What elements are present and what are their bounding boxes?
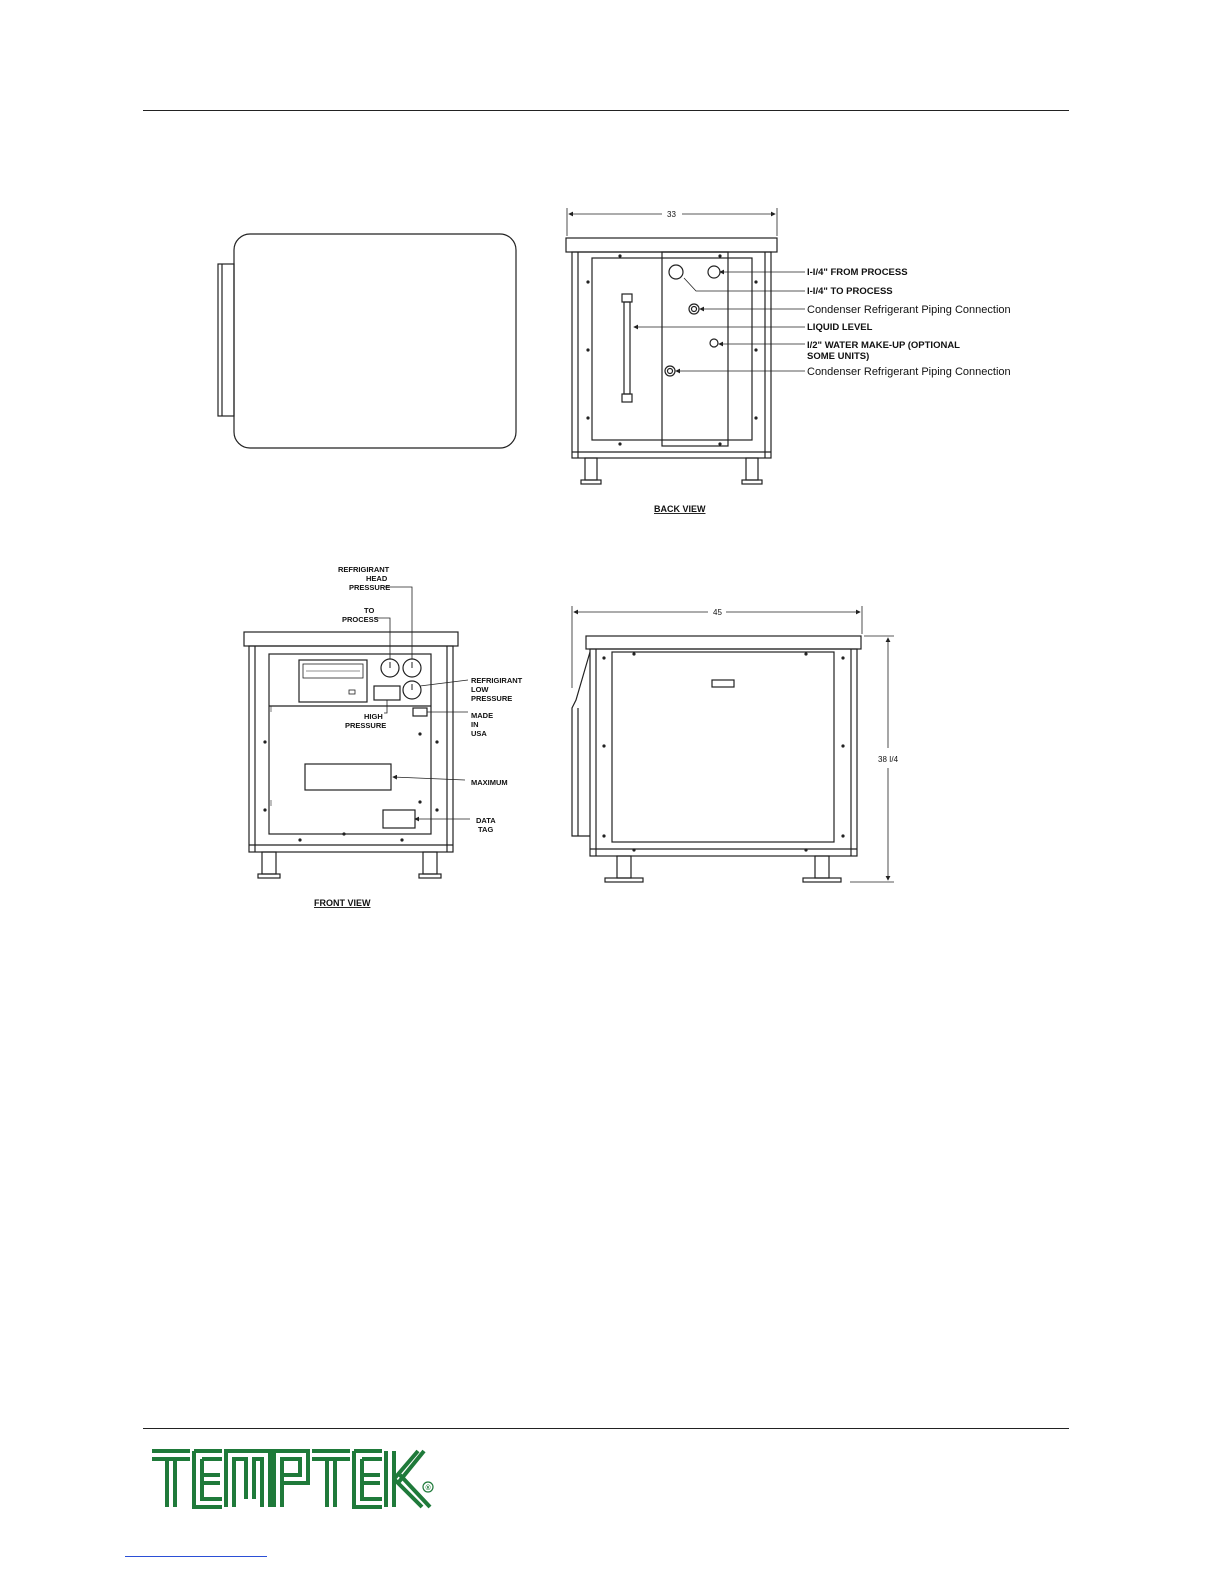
label-to-process-1: TO [364, 606, 375, 615]
label-made-in-3: USA [471, 729, 487, 738]
data-tag-plate [383, 810, 415, 828]
water-makeup-port [710, 339, 718, 347]
label-liquid-level: LIQUID LEVEL [807, 322, 873, 333]
label-condenser-2: Condenser Refrigerant Piping Connection [807, 366, 1011, 378]
label-refrig-head-2: HEAD [366, 574, 388, 583]
front-view-top-cap [244, 632, 458, 646]
label-to-process: I-I/4" TO PROCESS [807, 286, 893, 297]
back-view-body [572, 252, 771, 458]
label-condenser-1: Condenser Refrigerant Piping Connection [807, 304, 1011, 316]
side-dim-width: 45 [713, 608, 722, 617]
condenser-port-1 [689, 304, 699, 314]
side-view-top-cap [586, 636, 861, 649]
label-high-pressure-1: HIGH [364, 712, 383, 721]
footer-link-underline[interactable] [125, 1556, 267, 1557]
label-data-tag-2: TAG [478, 825, 494, 834]
side-view-handle [712, 680, 734, 687]
maximum-plate [305, 764, 391, 790]
label-water-makeup-line2: SOME UNITS) [807, 351, 870, 362]
back-leg-right [746, 458, 758, 480]
temptek-logo [150, 1445, 450, 1511]
back-dim-width: 33 [667, 210, 676, 219]
back-view [566, 208, 805, 484]
front-view-panel [269, 654, 431, 834]
side-leg-left [617, 856, 631, 878]
back-leg-left [585, 458, 597, 480]
label-refrig-low-3: PRESSURE [471, 694, 513, 703]
back-view-top-cap [566, 238, 777, 252]
condenser-port-2 [665, 366, 675, 376]
label-refrig-head-1: REFRIGIRANT [338, 565, 390, 574]
label-refrig-low-2: LOW [471, 685, 489, 694]
side-leg-right [815, 856, 829, 878]
label-to-process-2: PROCESS [342, 615, 379, 624]
label-refrig-low-1: REFRIGIRANT [471, 676, 523, 685]
label-water-makeup-line1: I/2" WATER MAKE-UP (OPTIONAL [807, 340, 960, 351]
high-pressure-switch [374, 686, 400, 700]
controller-display [299, 660, 367, 702]
front-leg-left [262, 852, 276, 874]
side-view-labels [713, 608, 899, 764]
back-view-connection-plate [662, 252, 728, 446]
from-process-port [669, 265, 683, 279]
footer-rule [143, 1428, 1069, 1429]
label-data-tag-1: DATA [476, 816, 496, 825]
side-view [572, 606, 894, 882]
from-process-port-2 [708, 266, 720, 278]
label-made-in-1: MADE [471, 711, 494, 720]
label-maximum: MAXIMUM [471, 778, 508, 787]
caption-back-view: BACK VIEW [654, 504, 706, 514]
label-high-pressure-2: PRESSURE [345, 721, 387, 730]
top-view [218, 234, 516, 448]
logo-text: TEMPTEK [150, 1445, 155, 1446]
caption-front-view: FRONT VIEW [314, 898, 371, 908]
label-from-process: I-I/4" FROM PROCESS [807, 267, 908, 278]
front-view-labels [314, 565, 523, 908]
front-view-body [249, 646, 453, 852]
side-dim-height: 38 I/4 [878, 755, 899, 764]
made-in-usa-plate [413, 708, 427, 716]
top-view-outline [234, 234, 516, 448]
label-made-in-2: IN [471, 720, 479, 729]
front-leg-right [423, 852, 437, 874]
front-view [244, 587, 470, 878]
registered-mark: ® [425, 1485, 431, 1492]
top-view-side-box [218, 264, 234, 416]
back-view-labels [654, 210, 1011, 514]
label-refrig-head-3: PRESSURE [349, 583, 391, 592]
